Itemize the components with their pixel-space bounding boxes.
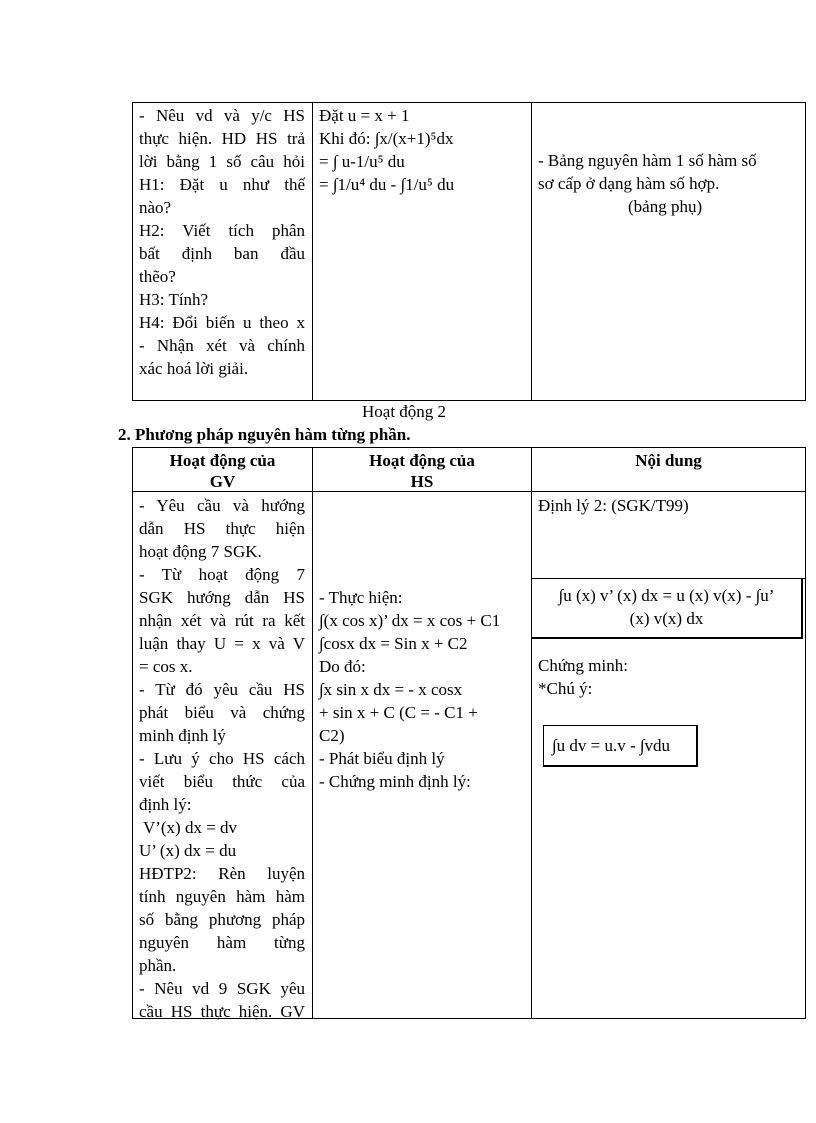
text-line: - Yêu cầu và hướng (139, 496, 305, 515)
header-gv (133, 450, 312, 492)
section-heading: 2. Phương pháp nguyên hàm từng phần. (118, 425, 411, 444)
text-line: ∫(x cos x)’ dx = x cos + C1 (319, 611, 501, 630)
text-line: H2: Viết tích phân (139, 221, 305, 240)
table1-right-border (805, 102, 806, 401)
header-content (532, 450, 805, 471)
text-line: phần. (139, 956, 177, 975)
text-line: SGK hướng dẫn HS (139, 588, 305, 607)
header-hs (313, 450, 531, 492)
text-line: bất định ban đầu (139, 244, 305, 263)
text-line: H4: Đổi biến u theo x (139, 313, 305, 332)
table1-top-border (132, 102, 806, 103)
text-line: xác hoá lời giải. (139, 359, 249, 378)
text-line: nào? (139, 198, 172, 217)
text-line: cầu HS thực hiện. GV (139, 1002, 305, 1021)
text-line: - Nhận xét và chính (139, 336, 305, 355)
table1-content-cell (538, 149, 800, 218)
text-line: hoạt động 7 SGK. (139, 542, 262, 561)
text-line: - Nêu vd 9 SGK yêu (139, 979, 305, 998)
table1-divider-2 (531, 102, 532, 401)
text-line: viết biểu thức của (139, 772, 305, 791)
table2-top-border (132, 447, 806, 448)
text-line: - Thực hiện: (319, 588, 403, 607)
text-line: Khi đó: ∫x/(x+1)⁵dx (319, 129, 454, 148)
table2-hs-cell (319, 586, 529, 793)
text-line: - Chứng minh định lý: (319, 772, 471, 791)
table2-gv-cell (139, 494, 305, 1023)
text-line: tính nguyên hàm hàm (139, 887, 305, 906)
text-line: V’(x) dx = dv (139, 818, 238, 837)
text-line: HĐTP2: Rèn luyện (139, 864, 305, 883)
text-line: số bằng phương pháp (139, 910, 305, 929)
text-line: dẫn HS thực hiện (139, 519, 305, 538)
text-line: H1: Đặt u như thế (139, 175, 305, 194)
text-line: C2) (319, 726, 345, 745)
note-label: *Chú ý: (538, 679, 593, 698)
text-line: H3: Tính? (139, 290, 209, 309)
text-line: U’ (x) dx = du (139, 841, 237, 860)
text-line: = ∫ u-1/u⁵ du (319, 152, 405, 171)
text-line: minh định lý (139, 726, 226, 745)
text-line: thẽo? (139, 267, 176, 286)
theorem-label: Định lý 2: (SGK/T99) (538, 496, 689, 515)
table2-divider-1 (312, 447, 313, 1019)
text-line: phát biểu và chứng (139, 703, 305, 722)
table1-gv-cell (139, 104, 305, 380)
note-formula: ∫u dv = u.v - ∫vdu (552, 736, 671, 755)
table1-left-border (132, 102, 133, 401)
formula-line1: ∫u (x) v’ (x) dx = u (x) v(x) - ∫u’ (558, 586, 775, 605)
activity-title: Hoạt động 2 (362, 402, 447, 421)
text-line: nhận xét và rút ra kết (139, 611, 305, 630)
table2-left-border (132, 447, 133, 1019)
table2-right-border (805, 447, 806, 1019)
note-formula-box (543, 725, 698, 767)
text-line: - Từ hoạt động 7 (139, 565, 305, 584)
text-line: định lý: (139, 795, 192, 814)
table1-divider-1 (312, 102, 313, 401)
text-line: Đặt u = x + 1 (319, 106, 410, 125)
text-line: - Lưu ý cho HS cách (139, 749, 305, 768)
text-line: ∫cosx dx = Sin x + C2 (319, 634, 468, 653)
formula-box (531, 578, 803, 639)
header-hs-line2: HS (410, 472, 434, 491)
header-gv-line1: Hoạt động của (169, 451, 276, 470)
table2-divider-2 (531, 447, 532, 1019)
header-gv-line2: GV (209, 472, 236, 491)
text-line: sơ cấp ở dạng hàm số hợp. (538, 174, 720, 193)
text-line: - Bảng nguyên hàm 1 số hàm số (538, 151, 757, 170)
text-line: - Phát biểu định lý (319, 749, 445, 768)
header-hs-line1: Hoạt động của (369, 451, 475, 470)
table1-bottom-border (132, 400, 806, 401)
formula-line2: (x) v(x) dx (629, 609, 704, 628)
table1-hs-cell (319, 104, 527, 196)
text-line: = ∫1/u⁴ du - ∫1/u⁵ du (319, 175, 455, 194)
text-line: - Từ đó yêu cầu HS (139, 680, 305, 699)
text-line: (bảng phụ) (628, 197, 703, 216)
text-line: thực hiện. HD HS trả (139, 129, 305, 148)
text-line: = cos x. (139, 657, 193, 676)
proof-label: Chứng minh: (538, 656, 628, 675)
text-line: - Nêu vd và y/c HS (139, 106, 305, 125)
text-line: luận thay U = x và V (139, 634, 305, 653)
text-line: lời bằng 1 số câu hỏi (139, 152, 305, 171)
header-content-label: Nội dung (635, 451, 702, 470)
text-line: + sin x + C (C = - C1 + (319, 703, 478, 722)
text-line: nguyên hàm từng (139, 933, 305, 952)
text-line: ∫x sin x dx = - x cosx (319, 680, 463, 699)
text-line: Do đó: (319, 657, 366, 676)
